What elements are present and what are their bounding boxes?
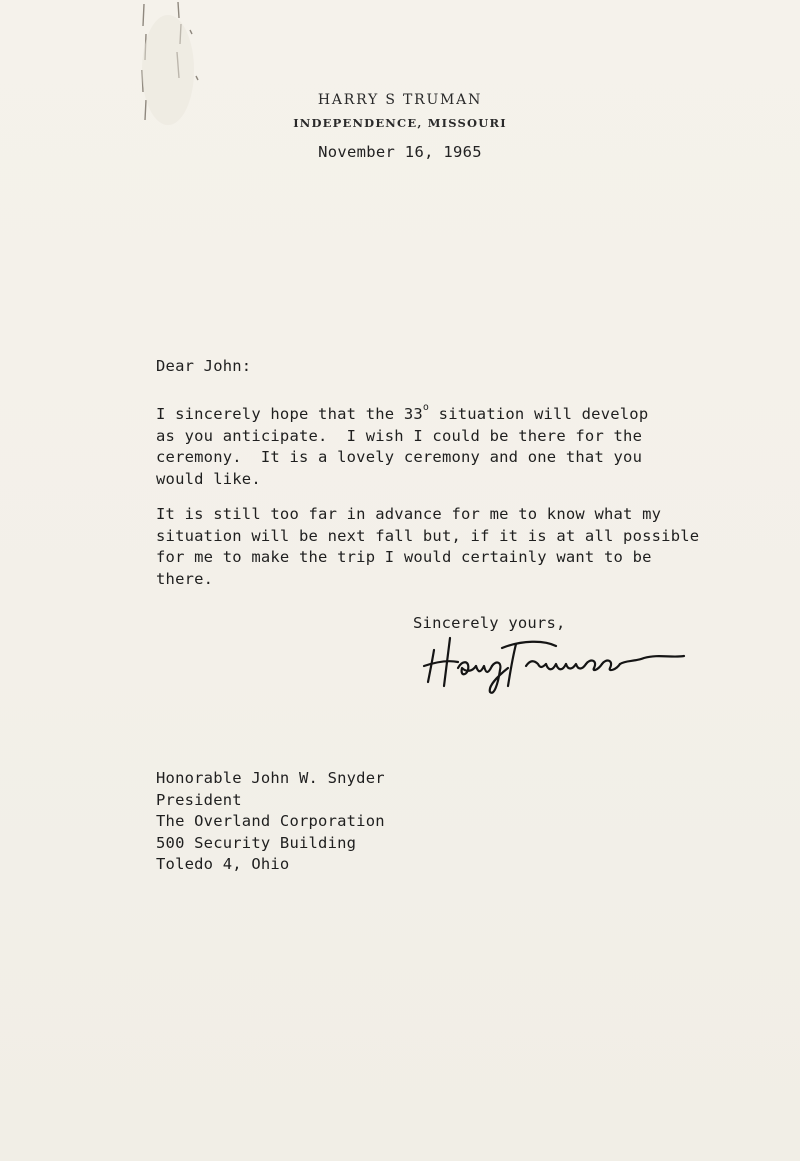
paragraph-1-line-1: I sincerely hope that the 33$^o$ situation will develop [156,402,649,423]
salutation: Dear John: [156,357,252,375]
address-line: President [156,790,242,809]
paragraph-2-line: situation will be next fall but, if it is at all possible [156,526,700,545]
degree-superscript: o [422,402,430,413]
paragraph-1-line-4: would like. [156,469,261,488]
paragraph-1-line-3: ceremony. It is a lovely ceremony and one that you [156,448,643,466]
address-line: The Overland Corporation [156,812,385,830]
signature-icon [422,620,702,700]
paragraph-2 [156,504,700,590]
address-line: Toledo 4, Ohio [156,855,290,873]
paragraph-2-line: there. [156,569,214,588]
paragraph-1 [156,397,676,490]
letterhead-name: HARRY S TRUMAN [317,92,483,108]
paragraph-1-line-2: as you anticipate. I wish I could be there for the [156,426,643,445]
letterhead-place: INDEPENDENCE, MISSOURI [293,116,507,130]
letter-date: November 16, 1965 [318,143,482,161]
closing: Sincerely yours, [413,614,566,632]
address-line: 500 Security Building [156,833,357,852]
paragraph-2-line: for me to make the trip I would certainly want to be [156,548,652,566]
address-line: Honorable John W. Snyder [156,769,385,787]
paragraph-2-line: It is still too far in advance for me to know what my [156,505,662,523]
recipient-address [156,768,385,876]
